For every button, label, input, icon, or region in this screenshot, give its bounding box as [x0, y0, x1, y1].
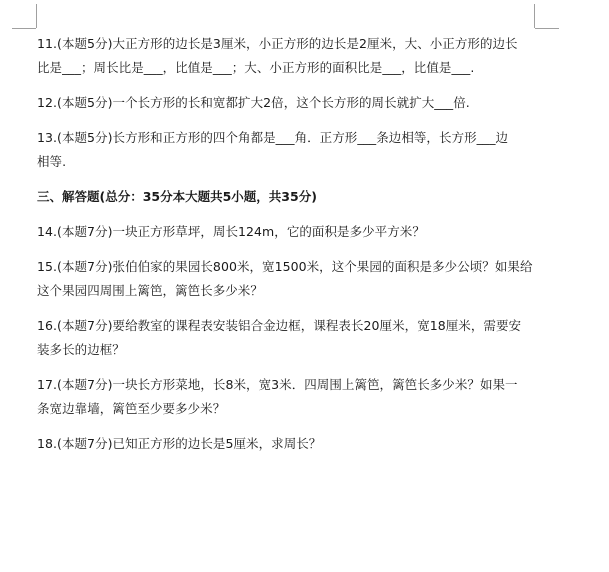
problem-17-line-2: 条宽边靠墙，篱笆至少要多少米？: [37, 401, 226, 416]
question-11-line-2: 比是___；周长比是___，比值是___；大、小正方形的面积比是___，比值是___.: [37, 60, 475, 75]
crop-mark-top-right-horizontal: [535, 28, 559, 29]
question-13-line-1: 13.(本题5分)长方形和正方形的四个角都是___角．正方形___条边相等，长方形___边: [37, 130, 509, 145]
crop-mark-top-left-vertical: [36, 4, 37, 28]
question-13-line-2: 相等.: [37, 154, 67, 169]
crop-mark-top-left-horizontal: [12, 28, 36, 29]
problem-15: [37, 255, 542, 303]
problem-18: [37, 432, 542, 456]
problem-18-line-1: 18.(本题7分)已知正方形的边长是5厘米，求周长？: [37, 436, 322, 451]
problem-16-line-1: 16.(本题7分)要给教室的课程表安装铝合金边框，课程表长20厘米，宽18厘米，需要安: [37, 318, 522, 333]
problem-16-line-2: 装多长的边框？: [37, 342, 125, 357]
problem-15-line-1: 15.(本题7分)张伯伯家的果园长800米，宽1500米，这个果园的面积是多少公顷？如果给: [37, 259, 533, 274]
question-11-line-1: 11.(本题5分)大正方形的边长是3厘米，小正方形的边长是2厘米，大、小正方形的边长: [37, 36, 518, 51]
problem-14-line-1: 14.(本题7分)一块正方形草坪，周长124m，它的面积是多少平方米？: [37, 224, 425, 239]
problem-14: [37, 220, 542, 244]
section-title: 三、解答题(总分：35分本大题共5小题，共35分): [37, 189, 317, 204]
question-12: [37, 91, 542, 115]
problem-15-line-2: 这个果园四周围上篱笆，篱笆长多少米？: [37, 283, 263, 298]
crop-mark-top-right-vertical: [534, 4, 535, 28]
question-12-line-1: 12.(本题5分)一个长方形的长和宽都扩大2倍，这个长方形的周长就扩大___倍.: [37, 95, 470, 110]
document-content: [37, 32, 542, 467]
problem-16: [37, 314, 542, 362]
question-11: [37, 32, 542, 80]
problem-17: [37, 373, 542, 421]
problem-17-line-1: 17.(本题7分)一块长方形菜地，长8米，宽3米．四周围上篱笆，篱笆长多少米？如果一: [37, 377, 518, 392]
question-13: [37, 126, 542, 174]
